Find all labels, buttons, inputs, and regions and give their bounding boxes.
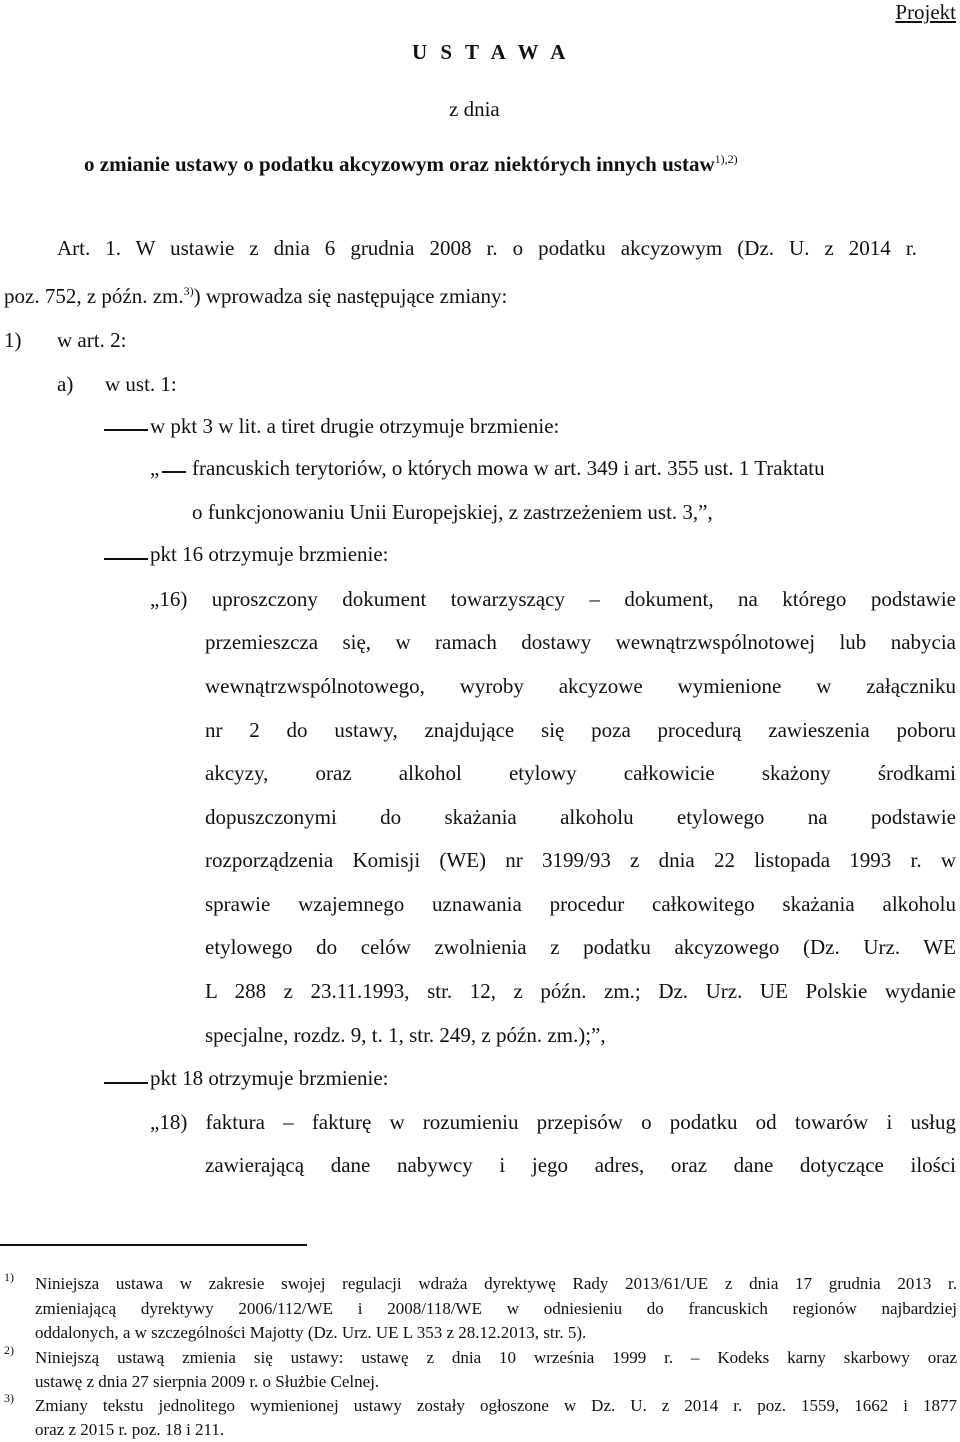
p18-line-1 — [205, 1153, 956, 1178]
line-text: sprawie wzajemnego uznawania procedur całkowitego skażania alkoholu — [205, 892, 956, 916]
p16-line-4 — [205, 761, 956, 786]
tiret-dash-2 — [104, 558, 148, 560]
line-text: zawierającą dane nabywcy i jego adres, oraz dane dotyczące ilości — [205, 1153, 956, 1177]
projekt-label: Projekt — [895, 0, 956, 24]
footnote-1-num: 1) — [4, 1270, 14, 1284]
letter-a-num: a) — [57, 372, 74, 396]
footnote-2-line-1: ustawę z dnia 27 sierpnia 2009 r. o Służbie Celnej. — [35, 1372, 380, 1391]
subtitle-footnote-ref: 1),2) — [714, 152, 738, 166]
line-text: dopuszczonymi do skażania alkoholu etylowego na podstawie — [205, 805, 956, 829]
line-text: rozporządzenia Komisji (WE) nr 3199/93 z dnia 22 listopada 1993 r. w — [205, 848, 956, 872]
line-text: „18) faktura – fakturę w rozumieniu przepisów o podatku od towarów i usług — [150, 1110, 956, 1134]
tiret-2-text: pkt 16 otrzymuje brzmienie: — [150, 542, 389, 566]
footnote-ref-3: 3) — [183, 284, 194, 298]
document-title: U S T A W A — [412, 40, 570, 64]
tiret-3-text: pkt 18 otrzymuje brzmienie: — [150, 1066, 389, 1090]
tiret-1-text: w pkt 3 w lit. a tiret drugie otrzymuje brzmienie: — [150, 414, 560, 438]
line-text: zmieniającą dyrektywy 2006/112/WE i 2008/118/WE w odniesieniu do francuskich regionów najbardziej — [35, 1299, 957, 1318]
tiret-dash-1 — [104, 429, 148, 431]
footnote-2-line-0 — [35, 1348, 957, 1368]
p18-line-0 — [150, 1110, 956, 1135]
line-text: nr 2 do ustawy, znajdujące się poza procedurą zawieszenia poboru — [205, 718, 956, 742]
footnote-1-line-0 — [35, 1274, 957, 1294]
p16-line-5 — [205, 805, 956, 830]
p16-line-6 — [205, 848, 956, 873]
p16-line-2 — [205, 674, 956, 699]
footnote-1-line-2: oddalonych, a w szczególności Majotty (Dz. Urz. UE L 353 z 28.12.2013, str. 5). — [35, 1323, 587, 1342]
date-line: z dnia — [449, 97, 500, 121]
quote-1-line2: o funkcjonowaniu Unii Europejskiej, z zastrzeżeniem ust. 3,”, — [192, 500, 713, 524]
line-text: Zmiany tekstu jednolitego wymienionej ustawy zostały ogłoszone w Dz. U. z 2014 r. poz. 1559, 1662 i 1877 — [35, 1396, 957, 1415]
line-text: przemieszcza się, w ramach dostawy wewnątrzwspólnotowej lub nabycia — [205, 630, 956, 654]
quote-dash-1 — [162, 471, 186, 473]
p16-line-8 — [205, 935, 956, 960]
line-text: akcyzy, oraz alkohol etylowy całkowicie skażony środkami — [205, 761, 956, 785]
p16-line-0 — [150, 587, 956, 612]
p16-line-3 — [205, 718, 956, 743]
quote-open-1: „ — [150, 456, 160, 480]
art1-line2: poz. 752, z późn. zm.$^{3)}$) wprowadza się następujące zmiany: — [4, 284, 508, 308]
line-text: Niniejsza ustawa w zakresie swojej regulacji wdraża dyrektywę Rady 2013/61/UE z dnia 17 grudnia 2013 r. — [35, 1274, 957, 1293]
line-text: wewnątrzwspólnotowego, wyroby akcyzowe wymienione w załączniku — [205, 674, 956, 698]
line-text: „16) uproszczony dokument towarzyszący – dokument, na którego podstawie — [150, 587, 956, 611]
document-subtitle — [84, 152, 738, 177]
p16-line-1 — [205, 630, 956, 655]
line-text: etylowego do celów zwolnienia z podatku akcyzowego (Dz. Urz. WE — [205, 935, 956, 959]
p16-line-10: specjalne, rozdz. 9, t. 1, str. 249, z późn. zm.);”, — [205, 1023, 606, 1047]
line-text: Art. 1. W ustawie z dnia 6 grudnia 2008 r. o podatku akcyzowym (Dz. U. z 2014 r. — [57, 236, 917, 260]
line-text: Niniejszą ustawą zmienia się ustawy: ustawę z dnia 10 września 1999 r. – Kodeks karny skarbowy oraz — [35, 1348, 957, 1367]
footnote-3-line-0 — [35, 1396, 957, 1416]
p16-line-7 — [205, 892, 956, 917]
subtitle-text: o zmianie ustawy o podatku akcyzowym oraz niektórych innych ustaw — [84, 152, 715, 176]
tiret-dash-3 — [104, 1082, 148, 1084]
point-1-num: 1) — [4, 328, 22, 352]
p16-line-9 — [205, 979, 956, 1004]
letter-a-text: w ust. 1: — [105, 372, 177, 396]
footnote-3-line-1: oraz z 2015 r. poz. 18 i 211. — [35, 1420, 225, 1439]
quote-1-line1: francuskich terytoriów, o których mowa w art. 349 i art. 355 ust. 1 Traktatu — [192, 456, 825, 480]
footnote-1-line-1 — [35, 1299, 957, 1319]
point-1-text: w art. 2: — [57, 328, 127, 352]
line-text: L 288 z 23.11.1993, str. 12, z późn. zm.; Dz. Urz. UE Polskie wydanie — [205, 979, 956, 1003]
footnote-2-num: 2) — [4, 1343, 14, 1357]
footnote-3-num: 3) — [4, 1391, 14, 1405]
art1-line1 — [57, 236, 956, 261]
footnote-separator — [0, 1244, 307, 1246]
